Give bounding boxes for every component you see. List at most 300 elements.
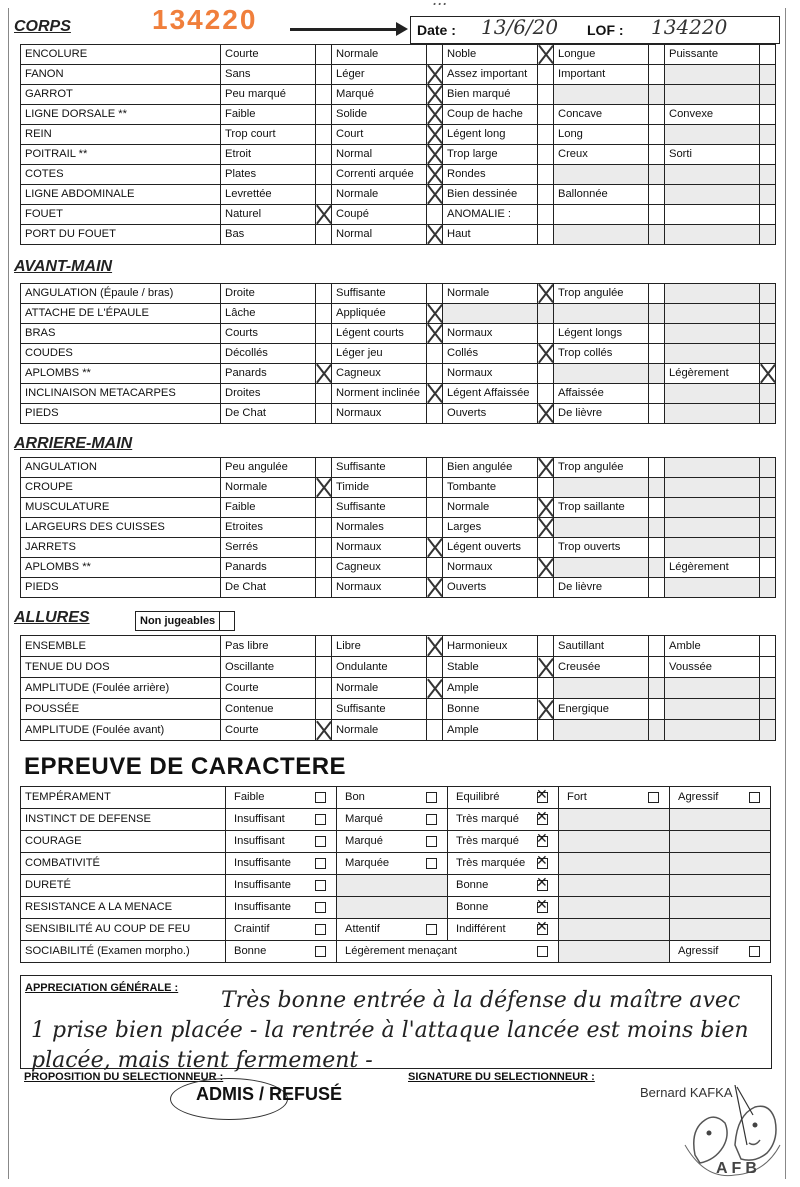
mark-cell[interactable] — [316, 720, 332, 741]
checkbox[interactable] — [749, 792, 760, 803]
mark-cell[interactable] — [427, 538, 443, 558]
checkbox[interactable] — [537, 814, 548, 825]
mark-cell[interactable] — [538, 478, 554, 498]
cross-mark-icon — [427, 304, 443, 323]
option-label: Sans — [221, 65, 316, 85]
checkbox[interactable] — [426, 814, 437, 825]
option-label: Trop saillante — [554, 498, 649, 518]
mark-cell[interactable] — [538, 145, 554, 165]
option-label: Faible — [221, 105, 316, 125]
table-row — [21, 185, 776, 205]
mark-cell[interactable] — [427, 185, 443, 205]
option-cell[interactable] — [448, 831, 559, 853]
mark-cell[interactable] — [538, 65, 554, 85]
checkbox[interactable] — [315, 924, 326, 935]
mark-cell[interactable] — [316, 364, 332, 384]
mark-cell[interactable] — [316, 678, 332, 699]
cross-mark-icon — [427, 538, 443, 557]
mark-cell[interactable] — [316, 185, 332, 205]
mark-cell[interactable] — [649, 538, 665, 558]
mark-cell[interactable] — [649, 384, 665, 404]
option-cell[interactable] — [226, 919, 337, 941]
mark-cell[interactable] — [760, 404, 776, 424]
mark-cell[interactable] — [760, 699, 776, 720]
checkbox[interactable] — [315, 880, 326, 891]
option-label: Court — [332, 125, 427, 145]
mark-cell[interactable] — [316, 65, 332, 85]
mark-cell[interactable] — [538, 678, 554, 699]
mark-cell[interactable] — [427, 284, 443, 304]
mark-cell[interactable] — [649, 145, 665, 165]
mark-cell[interactable] — [427, 478, 443, 498]
checkbox[interactable] — [426, 836, 437, 847]
option-cell — [670, 897, 771, 919]
option-label: Amble — [665, 636, 760, 657]
cross-mark-icon — [760, 364, 776, 383]
mark-cell[interactable] — [649, 578, 665, 598]
option-label: Bien dessinée — [443, 185, 538, 205]
option-label: Normaux — [332, 404, 427, 424]
checkbox[interactable] — [315, 836, 326, 847]
option-label: Normale — [332, 678, 427, 699]
mark-cell[interactable] — [427, 636, 443, 657]
option-label: Suffisante — [332, 458, 427, 478]
table-allures — [20, 635, 776, 741]
mark-cell[interactable] — [316, 498, 332, 518]
mark-cell[interactable] — [760, 125, 776, 145]
checkbox[interactable] — [537, 792, 548, 803]
mark-cell[interactable] — [760, 45, 776, 65]
mark-cell[interactable] — [427, 384, 443, 404]
option-label: Bonne — [456, 879, 489, 891]
option-cell[interactable] — [448, 787, 559, 809]
option-cell — [670, 809, 771, 831]
mark-cell[interactable] — [760, 518, 776, 538]
option-cell[interactable] — [226, 809, 337, 831]
mark-cell[interactable] — [649, 404, 665, 424]
option-cell[interactable] — [670, 787, 771, 809]
mark-cell[interactable] — [760, 185, 776, 205]
mark-cell[interactable] — [649, 699, 665, 720]
option-label: ANOMALIE : — [443, 205, 538, 225]
row-label: INSTINCT DE DEFENSE — [21, 809, 226, 831]
mark-cell[interactable] — [316, 458, 332, 478]
mark-cell[interactable] — [538, 720, 554, 741]
option-cell — [559, 875, 670, 897]
checkbox[interactable] — [315, 858, 326, 869]
table-row — [21, 498, 776, 518]
option-label: Normale — [221, 478, 316, 498]
table-row — [21, 787, 771, 809]
option-label: Trop large — [443, 145, 538, 165]
option-label: Ouverts — [443, 578, 538, 598]
mark-cell[interactable] — [316, 384, 332, 404]
mark-cell[interactable] — [427, 657, 443, 678]
mark-cell[interactable] — [316, 284, 332, 304]
mark-cell[interactable] — [538, 185, 554, 205]
option-label — [665, 699, 760, 720]
mark-cell[interactable] — [427, 85, 443, 105]
mark-cell[interactable] — [538, 458, 554, 478]
mark-cell[interactable] — [760, 105, 776, 125]
option-label: Trop angulée — [554, 458, 649, 478]
mark-cell[interactable] — [649, 518, 665, 538]
mark-cell[interactable] — [427, 205, 443, 225]
option-cell[interactable] — [448, 809, 559, 831]
row-label: PORT DU FOUET — [21, 225, 221, 245]
row-label: BRAS — [21, 324, 221, 344]
mark-cell[interactable] — [760, 384, 776, 404]
mark-cell[interactable] — [760, 578, 776, 598]
mark-cell[interactable] — [760, 205, 776, 225]
mark-cell[interactable] — [316, 558, 332, 578]
mark-cell[interactable] — [538, 699, 554, 720]
mark-cell[interactable] — [538, 636, 554, 657]
mark-cell[interactable] — [316, 125, 332, 145]
mark-cell[interactable] — [427, 324, 443, 344]
mark-cell[interactable] — [427, 458, 443, 478]
appreciation-label: APPRECIATION GÉNÉRALE : — [25, 982, 179, 994]
option-label: Plates — [221, 165, 316, 185]
option-cell[interactable] — [226, 831, 337, 853]
table-row — [21, 105, 776, 125]
option-label: Creux — [554, 145, 649, 165]
option-label — [665, 185, 760, 205]
option-cell — [337, 875, 448, 897]
option-label: Ballonnée — [554, 185, 649, 205]
checkbox[interactable] — [315, 902, 326, 913]
mark-cell[interactable] — [538, 45, 554, 65]
checkbox[interactable] — [426, 924, 437, 935]
mark-cell[interactable] — [649, 304, 665, 324]
mark-cell[interactable] — [760, 657, 776, 678]
mark-cell[interactable] — [649, 498, 665, 518]
option-label: Etroit — [221, 145, 316, 165]
mark-cell[interactable] — [760, 304, 776, 324]
mark-cell[interactable] — [538, 125, 554, 145]
mark-cell[interactable] — [427, 225, 443, 245]
mark-cell[interactable] — [760, 65, 776, 85]
mark-cell[interactable] — [538, 657, 554, 678]
option-cell[interactable] — [670, 941, 771, 963]
option-label: Etroites — [221, 518, 316, 538]
mark-cell[interactable] — [538, 304, 554, 324]
mark-cell[interactable] — [760, 324, 776, 344]
mark-cell[interactable] — [649, 324, 665, 344]
option-cell[interactable] — [337, 853, 448, 875]
lof-value[interactable]: 134220 — [651, 15, 728, 39]
mark-cell[interactable] — [649, 165, 665, 185]
option-label: De Chat — [221, 578, 316, 598]
option-label: Trop court — [221, 125, 316, 145]
mark-cell[interactable] — [760, 720, 776, 741]
mark-cell[interactable] — [760, 145, 776, 165]
option-label: Panards — [221, 558, 316, 578]
table-row — [21, 518, 776, 538]
mark-cell[interactable] — [427, 699, 443, 720]
table-row — [21, 344, 776, 364]
mark-cell[interactable] — [760, 364, 776, 384]
mark-cell[interactable] — [538, 538, 554, 558]
option-label: Courte — [221, 45, 316, 65]
mark-cell[interactable] — [316, 105, 332, 125]
mark-cell[interactable] — [316, 324, 332, 344]
mark-cell[interactable] — [316, 304, 332, 324]
mark-cell[interactable] — [316, 165, 332, 185]
mark-cell[interactable] — [316, 344, 332, 364]
mark-cell[interactable] — [760, 678, 776, 699]
option-label: Panards — [221, 364, 316, 384]
option-label — [554, 225, 649, 245]
option-label: Libre — [332, 636, 427, 657]
mark-cell[interactable] — [316, 636, 332, 657]
option-label: Bon — [345, 791, 365, 803]
table-row — [21, 304, 776, 324]
option-label: Normale — [332, 720, 427, 741]
mark-cell[interactable] — [538, 344, 554, 364]
mark-cell[interactable] — [649, 205, 665, 225]
row-label: INCLINAISON METACARPES — [21, 384, 221, 404]
mark-cell[interactable] — [649, 657, 665, 678]
option-cell[interactable] — [226, 875, 337, 897]
option-cell[interactable] — [226, 787, 337, 809]
option-label: Courte — [221, 678, 316, 699]
option-label: Bien marqué — [443, 85, 538, 105]
table-row — [21, 558, 776, 578]
mark-cell[interactable] — [316, 578, 332, 598]
mark-cell[interactable] — [538, 85, 554, 105]
option-label: Très marqué — [456, 835, 520, 847]
checkbox[interactable] — [537, 924, 548, 935]
option-label: Droites — [221, 384, 316, 404]
mark-cell[interactable] — [538, 205, 554, 225]
mark-cell[interactable] — [649, 636, 665, 657]
option-label: Normale — [443, 284, 538, 304]
mark-cell[interactable] — [316, 205, 332, 225]
option-label — [665, 578, 760, 598]
table-corps — [20, 44, 776, 245]
mark-cell[interactable] — [538, 324, 554, 344]
option-label: Normale — [332, 185, 427, 205]
option-cell[interactable] — [337, 941, 559, 963]
mark-cell[interactable] — [427, 404, 443, 424]
mark-cell[interactable] — [316, 145, 332, 165]
mark-cell[interactable] — [538, 165, 554, 185]
non-jugeables-label: Non jugeables — [136, 612, 220, 631]
table-row — [21, 538, 776, 558]
option-label: Légent ouverts — [443, 538, 538, 558]
table-row — [21, 720, 776, 741]
table-row — [21, 897, 771, 919]
mark-cell[interactable] — [760, 284, 776, 304]
mark-cell[interactable] — [316, 699, 332, 720]
checkbox[interactable] — [426, 858, 437, 869]
mark-cell[interactable] — [427, 720, 443, 741]
mark-cell[interactable] — [538, 284, 554, 304]
option-label: Ouverts — [443, 404, 538, 424]
cross-mark-icon — [538, 700, 554, 719]
row-label: DURETÉ — [21, 875, 226, 897]
mark-cell[interactable] — [649, 344, 665, 364]
date-value[interactable]: 13/6/20 — [481, 15, 559, 39]
mark-cell[interactable] — [316, 478, 332, 498]
option-label: Marquée — [345, 857, 390, 869]
checkbox[interactable] — [315, 946, 326, 957]
checkbox[interactable] — [749, 946, 760, 957]
mark-cell[interactable] — [649, 125, 665, 145]
mark-cell[interactable] — [316, 404, 332, 424]
checkbox[interactable] — [648, 792, 659, 803]
row-label: CROUPE — [21, 478, 221, 498]
mark-cell[interactable] — [427, 498, 443, 518]
cross-mark-icon — [427, 225, 443, 244]
option-label: Indifférent — [456, 923, 506, 935]
mark-cell[interactable] — [760, 558, 776, 578]
checkbox[interactable] — [537, 836, 548, 847]
non-jugeables-checkbox[interactable] — [220, 612, 235, 631]
mark-cell[interactable] — [760, 538, 776, 558]
mark-cell[interactable] — [760, 225, 776, 245]
mark-cell[interactable] — [649, 45, 665, 65]
mark-cell[interactable] — [649, 678, 665, 699]
mark-cell[interactable] — [538, 518, 554, 538]
mark-cell[interactable] — [649, 85, 665, 105]
option-cell[interactable] — [337, 787, 448, 809]
option-label: Normaux — [443, 558, 538, 578]
mark-cell[interactable] — [538, 498, 554, 518]
mark-cell[interactable] — [538, 578, 554, 598]
mark-cell[interactable] — [649, 720, 665, 741]
mark-cell[interactable] — [649, 185, 665, 205]
checkbox[interactable] — [537, 902, 548, 913]
option-label: Correnti arquée — [332, 165, 427, 185]
option-label — [665, 678, 760, 699]
mark-cell[interactable] — [760, 478, 776, 498]
mark-cell[interactable] — [760, 344, 776, 364]
mark-cell[interactable] — [649, 105, 665, 125]
option-label — [665, 404, 760, 424]
mark-cell[interactable] — [427, 45, 443, 65]
option-label: Tombante — [443, 478, 538, 498]
mark-cell[interactable] — [427, 518, 443, 538]
table-row — [21, 657, 776, 678]
table-row — [21, 384, 776, 404]
option-cell[interactable] — [337, 809, 448, 831]
mark-cell[interactable] — [427, 65, 443, 85]
mark-cell[interactable] — [427, 165, 443, 185]
option-cell[interactable] — [337, 919, 448, 941]
mark-cell[interactable] — [316, 657, 332, 678]
row-label: ENSEMBLE — [21, 636, 221, 657]
option-cell — [559, 919, 670, 941]
option-label — [665, 65, 760, 85]
mark-cell[interactable] — [427, 344, 443, 364]
option-cell[interactable] — [337, 831, 448, 853]
mark-cell[interactable] — [760, 498, 776, 518]
option-cell[interactable] — [226, 853, 337, 875]
mark-cell[interactable] — [427, 578, 443, 598]
mark-cell[interactable] — [760, 636, 776, 657]
row-label: POITRAIL ** — [21, 145, 221, 165]
mark-cell[interactable] — [760, 458, 776, 478]
checkbox[interactable] — [426, 792, 437, 803]
option-cell[interactable] — [448, 897, 559, 919]
mark-cell[interactable] — [760, 85, 776, 105]
checkbox[interactable] — [537, 880, 548, 891]
mark-cell[interactable] — [316, 538, 332, 558]
mark-cell[interactable] — [649, 284, 665, 304]
checkbox[interactable] — [537, 858, 548, 869]
cross-mark-icon — [427, 165, 443, 184]
option-cell[interactable] — [448, 853, 559, 875]
mark-cell[interactable] — [427, 558, 443, 578]
cross-mark-icon — [316, 205, 332, 224]
option-label: Ondulante — [332, 657, 427, 678]
option-cell[interactable] — [226, 941, 337, 963]
mark-cell[interactable] — [316, 45, 332, 65]
mark-cell[interactable] — [427, 145, 443, 165]
checkbox[interactable] — [537, 946, 548, 957]
option-cell[interactable] — [448, 919, 559, 941]
mark-cell[interactable] — [649, 458, 665, 478]
option-label: Solide — [332, 105, 427, 125]
decision-text[interactable]: ADMIS / REFUSÉ — [196, 1084, 343, 1104]
date-lof-box — [410, 16, 780, 44]
mark-cell[interactable] — [649, 478, 665, 498]
option-cell — [670, 853, 771, 875]
option-label: Bien angulée — [443, 458, 538, 478]
cross-mark-icon — [427, 105, 443, 124]
mark-cell[interactable] — [538, 558, 554, 578]
mark-cell[interactable] — [649, 225, 665, 245]
row-label: JARRETS — [21, 538, 221, 558]
mark-cell[interactable] — [538, 384, 554, 404]
mark-cell[interactable] — [649, 558, 665, 578]
mark-cell[interactable] — [316, 225, 332, 245]
mark-cell[interactable] — [316, 85, 332, 105]
option-label: Trop ouverts — [554, 538, 649, 558]
mark-cell[interactable] — [427, 125, 443, 145]
mark-cell[interactable] — [538, 105, 554, 125]
mark-cell[interactable] — [427, 105, 443, 125]
mark-cell[interactable] — [316, 518, 332, 538]
mark-cell[interactable] — [538, 364, 554, 384]
option-label: Naturel — [221, 205, 316, 225]
mark-cell[interactable] — [427, 304, 443, 324]
option-label: Lâche — [221, 304, 316, 324]
mark-cell[interactable] — [427, 678, 443, 699]
mark-cell[interactable] — [649, 65, 665, 85]
option-cell[interactable] — [559, 787, 670, 809]
row-label: AMPLITUDE (Foulée arrière) — [21, 678, 221, 699]
checkbox[interactable] — [315, 814, 326, 825]
appreciation-handwriting[interactable]: Très bonne entrée à la défense du maître avec 1 prise bien placée - la rentrée à l'attaque lancée est moins bien placée, mais tient fermement - — [31, 988, 749, 1073]
option-cell[interactable] — [226, 897, 337, 919]
table-epreuve — [20, 786, 771, 963]
mark-cell[interactable] — [538, 225, 554, 245]
cross-mark-icon — [427, 679, 443, 698]
option-label — [443, 304, 538, 324]
mark-cell[interactable] — [649, 364, 665, 384]
table-avant-main — [20, 283, 776, 424]
cross-mark-icon — [538, 518, 554, 537]
mark-cell[interactable] — [760, 165, 776, 185]
non-jugeables-box[interactable] — [135, 611, 235, 631]
checkbox[interactable] — [315, 792, 326, 803]
mark-cell[interactable] — [538, 404, 554, 424]
mark-cell[interactable] — [427, 364, 443, 384]
option-cell[interactable] — [448, 875, 559, 897]
